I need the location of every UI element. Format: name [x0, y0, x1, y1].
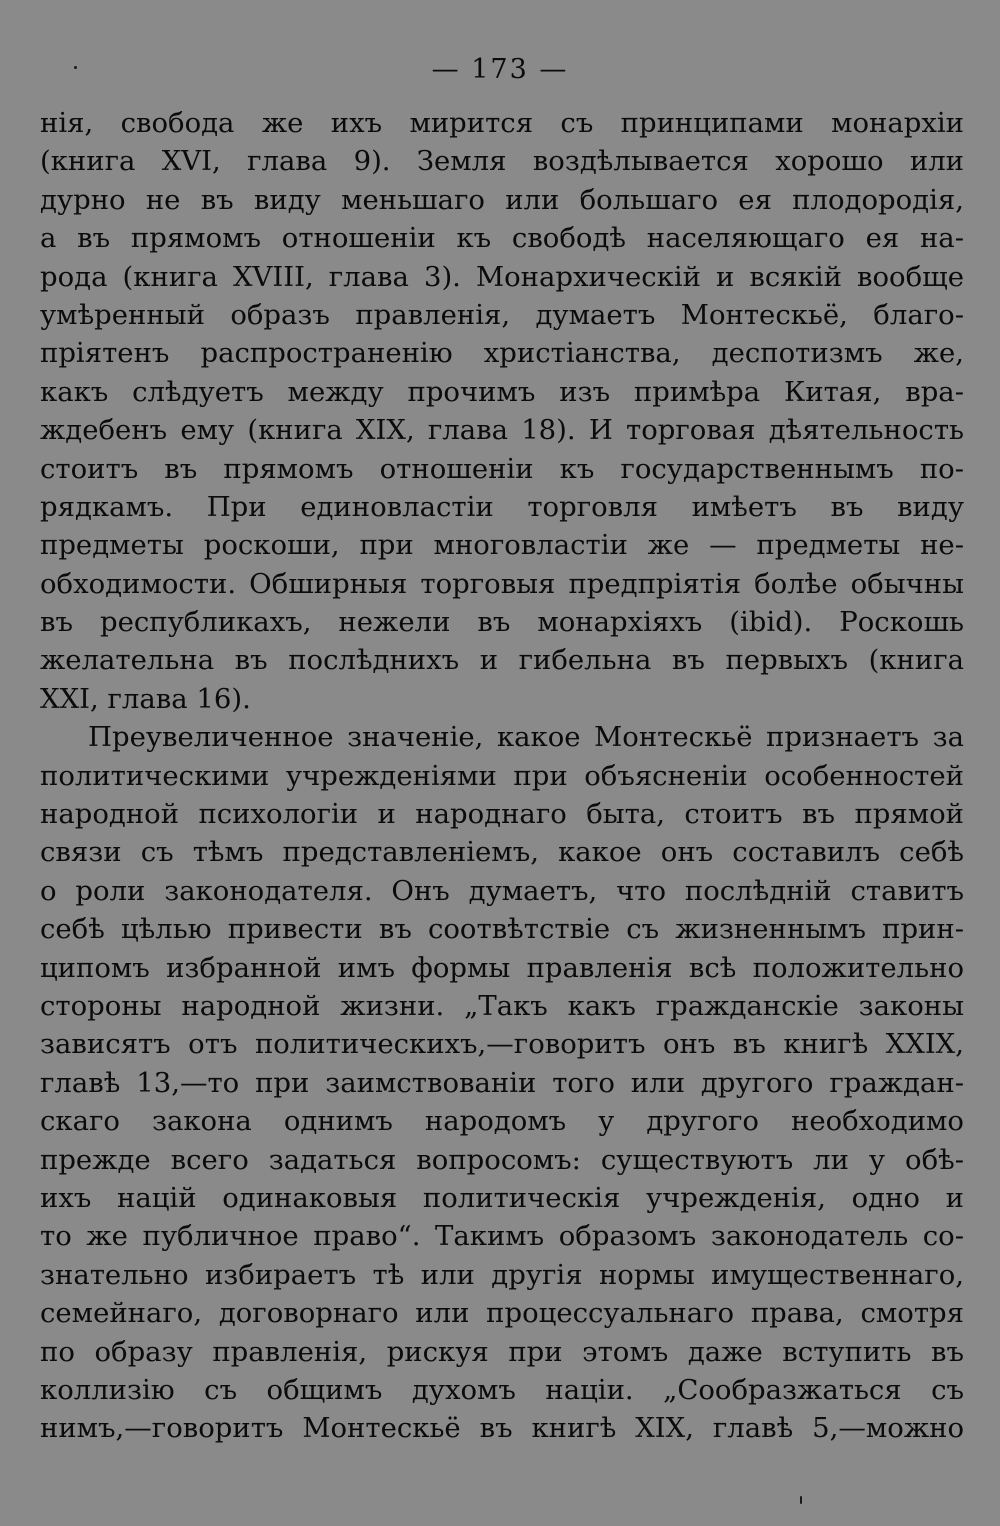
text-line: рода (книга XVIII, глава 3). Монархическій и всякій вообще — [40, 260, 964, 293]
text-line: главѣ 13,—то при заимствованіи того или другого граждан- — [40, 1066, 964, 1099]
text-line: коллизію съ общимъ духомъ націи. „Сообразжаться съ — [40, 1373, 964, 1406]
body-text — [40, 104, 964, 1448]
text-line: то же публичное право“. Такимъ образомъ законодатель со- — [40, 1220, 964, 1253]
text-line: желательна въ послѣднихъ и гибельна въ первыхъ (книга — [40, 644, 964, 677]
text-line: въ республикахъ, нежели въ монархіяхъ (ibid). Роскошь — [40, 606, 964, 639]
text-line: о роли законодателя. Онъ думаетъ, что послѣдній ставитъ — [40, 874, 964, 907]
text-line: (книга XVI, глава 9). Земля воздѣлывается хорошо или — [40, 145, 964, 178]
text-line: связи съ тѣмъ представленіемъ, какое онъ составилъ себѣ — [40, 836, 964, 869]
text-line: себѣ цѣлью привести въ соотвѣтствіе съ жизненнымъ прин- — [40, 913, 964, 946]
text-line: дурно не въ виду меньшаго или большаго ея плодородія, — [40, 183, 964, 216]
text-line: по образу правленія, рискуя при этомъ даже вступить въ — [40, 1335, 964, 1368]
text-line: стороны народной жизни. „Такъ какъ гражданскіе законы — [40, 989, 964, 1022]
text-line: какъ слѣдуетъ между прочимъ изъ примѣра Китая, вра- — [40, 375, 964, 408]
text-line: прежде всего задаться вопросомъ: существуютъ ли у обѣ- — [40, 1143, 964, 1176]
text-line: ихъ націй одинаковыя политическія учрежденія, одно и — [40, 1181, 964, 1214]
paragraph-2 — [40, 718, 964, 1447]
text-line: умѣренный образъ правленія, думаетъ Монтескьё, благо- — [40, 298, 964, 331]
text-line: политическими учрежденіями при объясненіи особенностей — [40, 759, 964, 792]
paragraph-1 — [40, 104, 964, 718]
print-speck — [800, 1496, 802, 1504]
text-line: скаго закона однимъ народомъ у другого необходимо — [40, 1105, 964, 1138]
page-number: — 173 — — [431, 54, 569, 85]
text-line: рядкамъ. При единовластіи торговля имѣетъ въ виду — [40, 490, 964, 523]
text-line: народной психологіи и народнаго быта, стоитъ въ прямой — [40, 798, 964, 831]
text-line: а въ прямомъ отношеніи къ свободѣ населяющаго ея на- — [40, 222, 964, 255]
text-line: пріятенъ распространенію христіанства, деспотизмъ же, — [40, 337, 964, 370]
text-line: семейнаго, договорнаго или процессуальнаго права, смотря — [40, 1297, 964, 1330]
text-line: нія, свобода же ихъ мирится съ принципами монархіи — [40, 107, 964, 139]
text-line: нимъ,—говоритъ Монтескьё въ книгѣ XIX, главѣ 5,—можно — [40, 1412, 964, 1445]
text-line: обходимости. Обширныя торговыя предпріятія болѣе обычны — [40, 567, 964, 600]
text-line: зависятъ отъ политическихъ,—говоритъ онъ въ книгѣ XXIX, — [40, 1028, 964, 1061]
text-line: ципомъ избранной имъ формы правленія всѣ положительно — [40, 951, 964, 984]
text-line: знательно избираетъ тѣ или другія нормы имущественнаго, — [40, 1258, 964, 1291]
text-line: ждебенъ ему (книга XIX, глава 18). И торговая дѣятельность — [40, 414, 964, 447]
text-line: стоитъ въ прямомъ отношеніи къ государственнымъ по- — [40, 452, 964, 485]
text-line: Преувеличенное значеніе, какое Монтескьё признаетъ за — [88, 721, 964, 754]
text-line: предметы роскоши, при многовластіи же — предметы не- — [40, 529, 964, 562]
text-line: XXI, глава 16). — [40, 682, 251, 715]
